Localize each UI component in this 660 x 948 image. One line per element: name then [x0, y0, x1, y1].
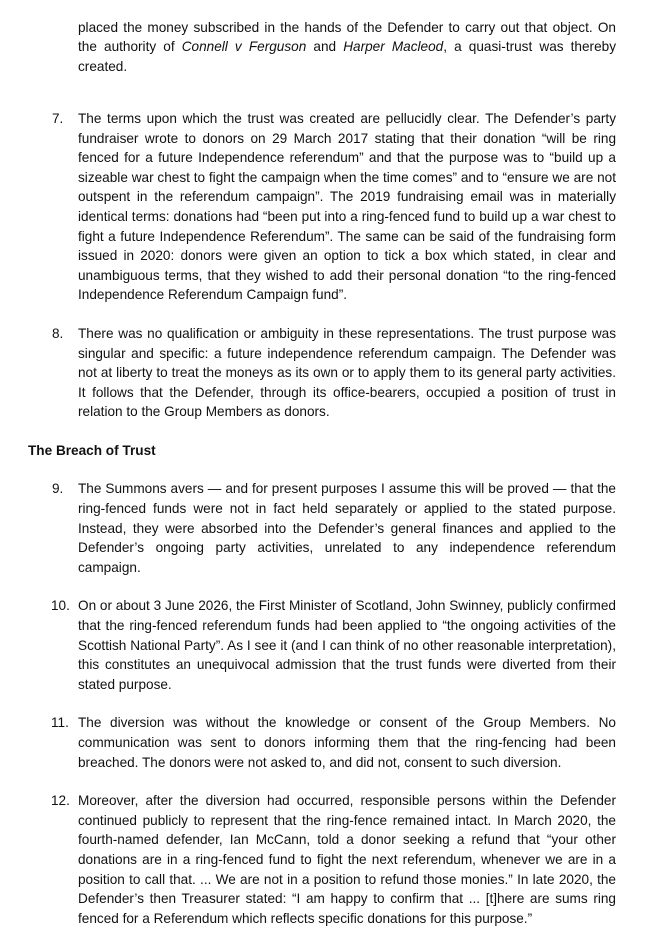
- paragraph-7: [28, 109, 616, 305]
- paragraph-12: [28, 791, 616, 928]
- paragraph-number: 10.: [51, 598, 70, 614]
- paragraph-text: The Summons avers — and for present purposes I assume this will be proved — that the ring-fenced funds were not in fact held separately or applied to the stated purpose. Instead, they were absorbed into the Defender’s general finances and applied to the Defender’s ongoing party activities, unrelated to any independence referendum campaign.: [78, 481, 616, 575]
- paragraph-number: 12.: [51, 793, 70, 809]
- paragraph-text: Moreover, after the diversion had occurred, responsible persons within the Defender continued publicly to represent that the ring-fence remained intact. In March 2020, the fourth-named defender, Ian McCann, told a donor seeking a refund that “your other donations are in a ring-fenced fund to fight the next referendum, whenever we are in a position to call that. ... We are not in a position to refund those monies.” In late 2020, the Defender’s then Treasurer stated: “I am happy to confirm that ... [t]here are sums ring fenced for a Referendum which reflects specific donations for this purpose.”: [78, 793, 616, 926]
- paragraph-number: 9.: [52, 481, 64, 497]
- section-heading: The Breach of Trust: [28, 442, 156, 458]
- paragraph-number: 11.: [51, 715, 69, 731]
- paragraph-text: There was no qualification or ambiguity in these representations. The trust purpose was singular and specific: a future independence referendum campaign. The Defender was not at liberty to treat the moneys as its own or to apply them to its general party activities. It follows that the Defender, through its office-bearers, occupied a position of trust in relation to the Group Members as donors.: [78, 325, 616, 420]
- intro-text-part1: placed the money subscribed in the hands of the Defender to carry out that object. On the authority of: [78, 19, 616, 55]
- intro-text-part2: , a quasi-trust was thereby created.: [78, 39, 616, 74]
- paragraph-8: [28, 324, 616, 422]
- paragraph-10: [28, 596, 616, 694]
- paragraph-11: [28, 713, 616, 772]
- paragraph-number: 8.: [52, 325, 64, 341]
- intro-paragraph-continuation: [78, 18, 616, 77]
- case-citation-connell: Connell v Ferguson: [181, 39, 307, 55]
- paragraph-text: The diversion was without the knowledge or consent of the Group Members. No communication was sent to donors informing them that the ring-fencing had been breached. The donors were not asked to, and did not, consent to such diversion.: [78, 715, 616, 770]
- paragraph-text: On or about 3 June 2026, the First Minister of Scotland, John Swinney, publicly confirmed that the ring-fenced referendum funds had been applied to “the ongoing activities of the Scottish National Party”. As I see it (and I can think of no other reasonable interpretation), this constitutes an unequivocal admission that the trust funds were diverted from their stated purpose.: [78, 598, 616, 692]
- case-citation-harper: Harper Macleod: [343, 39, 444, 55]
- intro-text-and: and: [306, 39, 344, 55]
- paragraph-number: 7.: [52, 110, 64, 126]
- paragraph-text: The terms upon which the trust was created are pellucidly clear. The Defender’s party fundraiser wrote to donors on 29 March 2017 stating that their donation “will be ring fenced for a future Independence referendum” and that the purpose was to “build up a sizeable war chest to fight the campaign when the time comes” and to “ensure we are not outspent in the referendum campaign”. The 2019 fundraising email was in materially identical terms: donations had “been put into a ring-fenced fund to build up a war chest to fight a future Independence Referendum”. The same can be said of the fundraising form issued in 2020: donors were given an option to tick a box which stated, in clear and unambiguous terms, that they wished to add their personal donation “to the ring-fenced Independence Referendum Campaign fund”.: [78, 110, 616, 303]
- paragraph-9: [28, 479, 616, 577]
